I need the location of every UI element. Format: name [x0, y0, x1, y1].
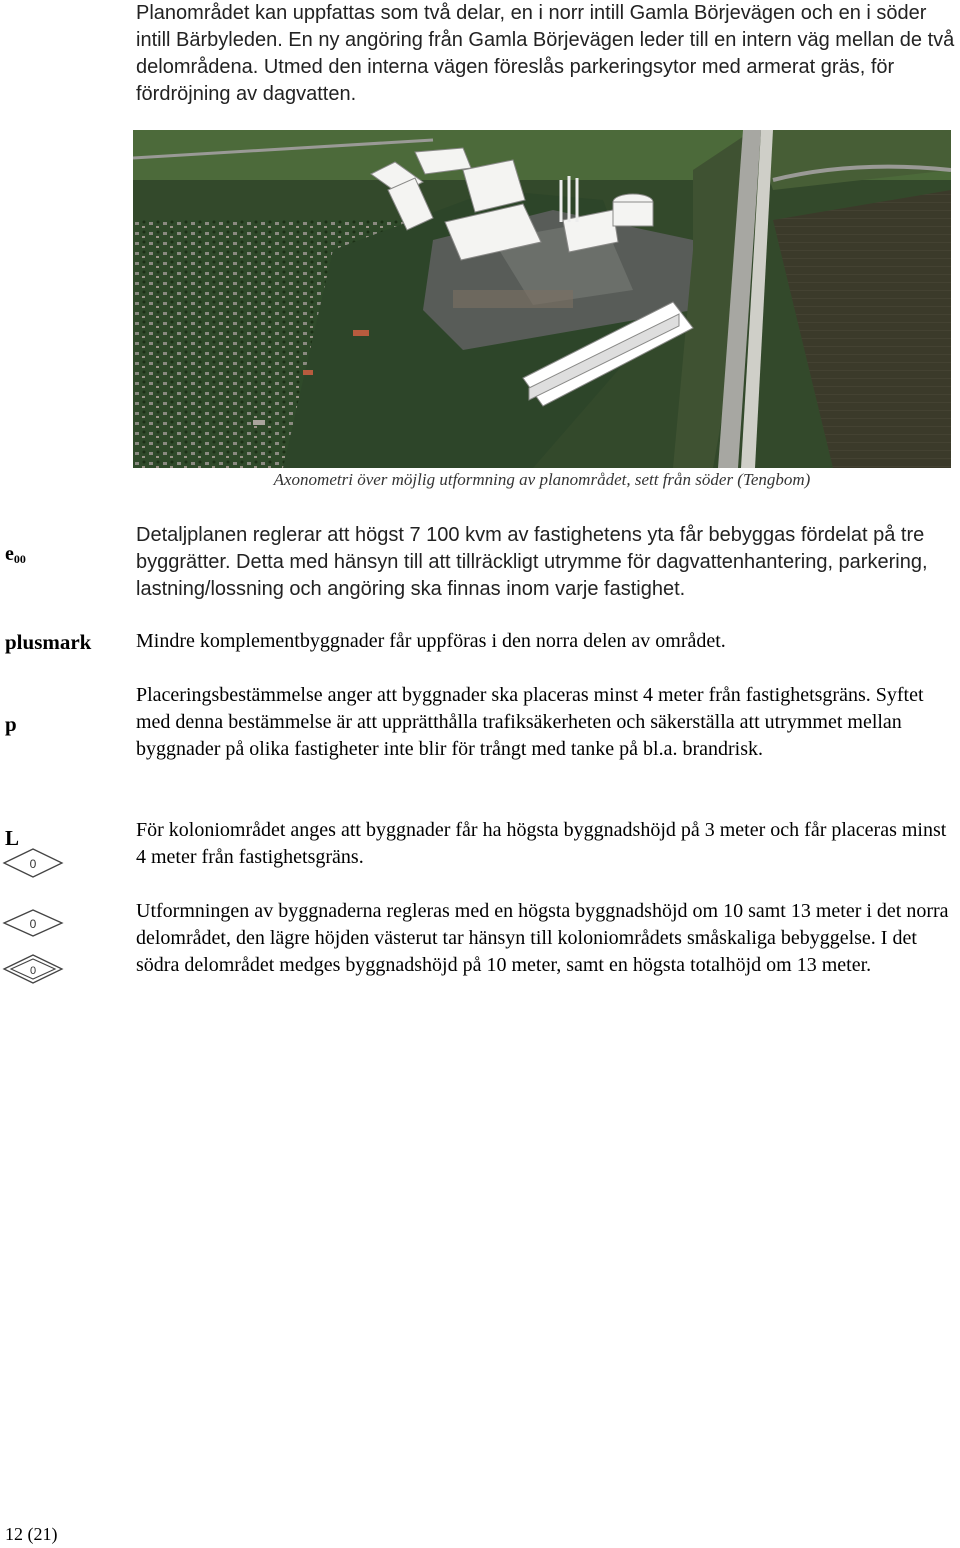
label-e00	[5, 543, 26, 567]
page-number: 12 (21)	[5, 1524, 58, 1544]
height-symbol-3-icon	[2, 952, 64, 986]
label-p: p	[5, 712, 17, 736]
photo-caption: Axonometri över möjlig utformning av planområdet, sett från söder (Tengbom)	[273, 470, 811, 489]
paragraph-L: För koloniområdet anges att byggnader får ha högsta byggnadshöjd på 3 meter och får placeras minst 4 meter från fastighetsgräns.	[136, 819, 947, 868]
height-symbol-2-icon	[2, 906, 64, 940]
height-symbol-2-value: 0	[29, 917, 37, 931]
paragraph-plusmark: Mindre komplementbyggnader får uppföras i den norra delen av området.	[136, 630, 726, 652]
paragraph-e00: Detaljplanen reglerar att högst 7 100 kvm av fastighetens yta får bebyggas fördelat på tre byggrätter. Detta med hänsyn till att tillräckligt utrymme för dagvattenhantering, parkering, lastning/lossning och angöring ska finnas inom varje fastighet.	[136, 524, 928, 600]
label-L: L	[5, 826, 20, 850]
paragraph-p: Placeringsbestämmelse anger att byggnader ska placeras minst 4 meter från fastighetsgräns. Syftet med denna bestämmelse är att upprätthålla trafiksäkerheten och säkerställa att utrymmet mellan byggnader på olika fastigheter inte blir för trångt med tanke på bl.a. brandrisk.	[136, 684, 924, 760]
paragraph-heights: Utformningen av byggnaderna regleras med en högsta byggnadshöjd om 10 samt 13 meter i det norra delområdet, den lägre höjden västerut tar hänsyn till koloniområdets småskaliga bebyggelse. I det södra delområdet medges byggnadshöjd på 10 meter, samt en högsta totalhöjd om 13 meter.	[136, 900, 949, 976]
intro-paragraph: Planområdet kan uppfattas som två delar, en i norr intill Gamla Börjevägen och en i söder intill Bärbyleden. En ny angöring från Gamla Börjevägen leder till en intern väg mellan de två delområdena. Utmed den interna vägen föreslås parkeringsytor med armerat gräs, för fördröjning av dagvatten.	[136, 2, 955, 105]
height-symbol-3-value: 0	[29, 965, 37, 977]
label-e00-sub: 00	[13, 552, 26, 566]
label-e00-base: e	[5, 543, 14, 565]
height-symbol-1-icon	[2, 846, 64, 880]
height-symbol-1-value: 0	[29, 857, 37, 871]
label-plusmark: plusmark	[5, 630, 92, 654]
axonometric-aerial-photo	[133, 130, 951, 468]
